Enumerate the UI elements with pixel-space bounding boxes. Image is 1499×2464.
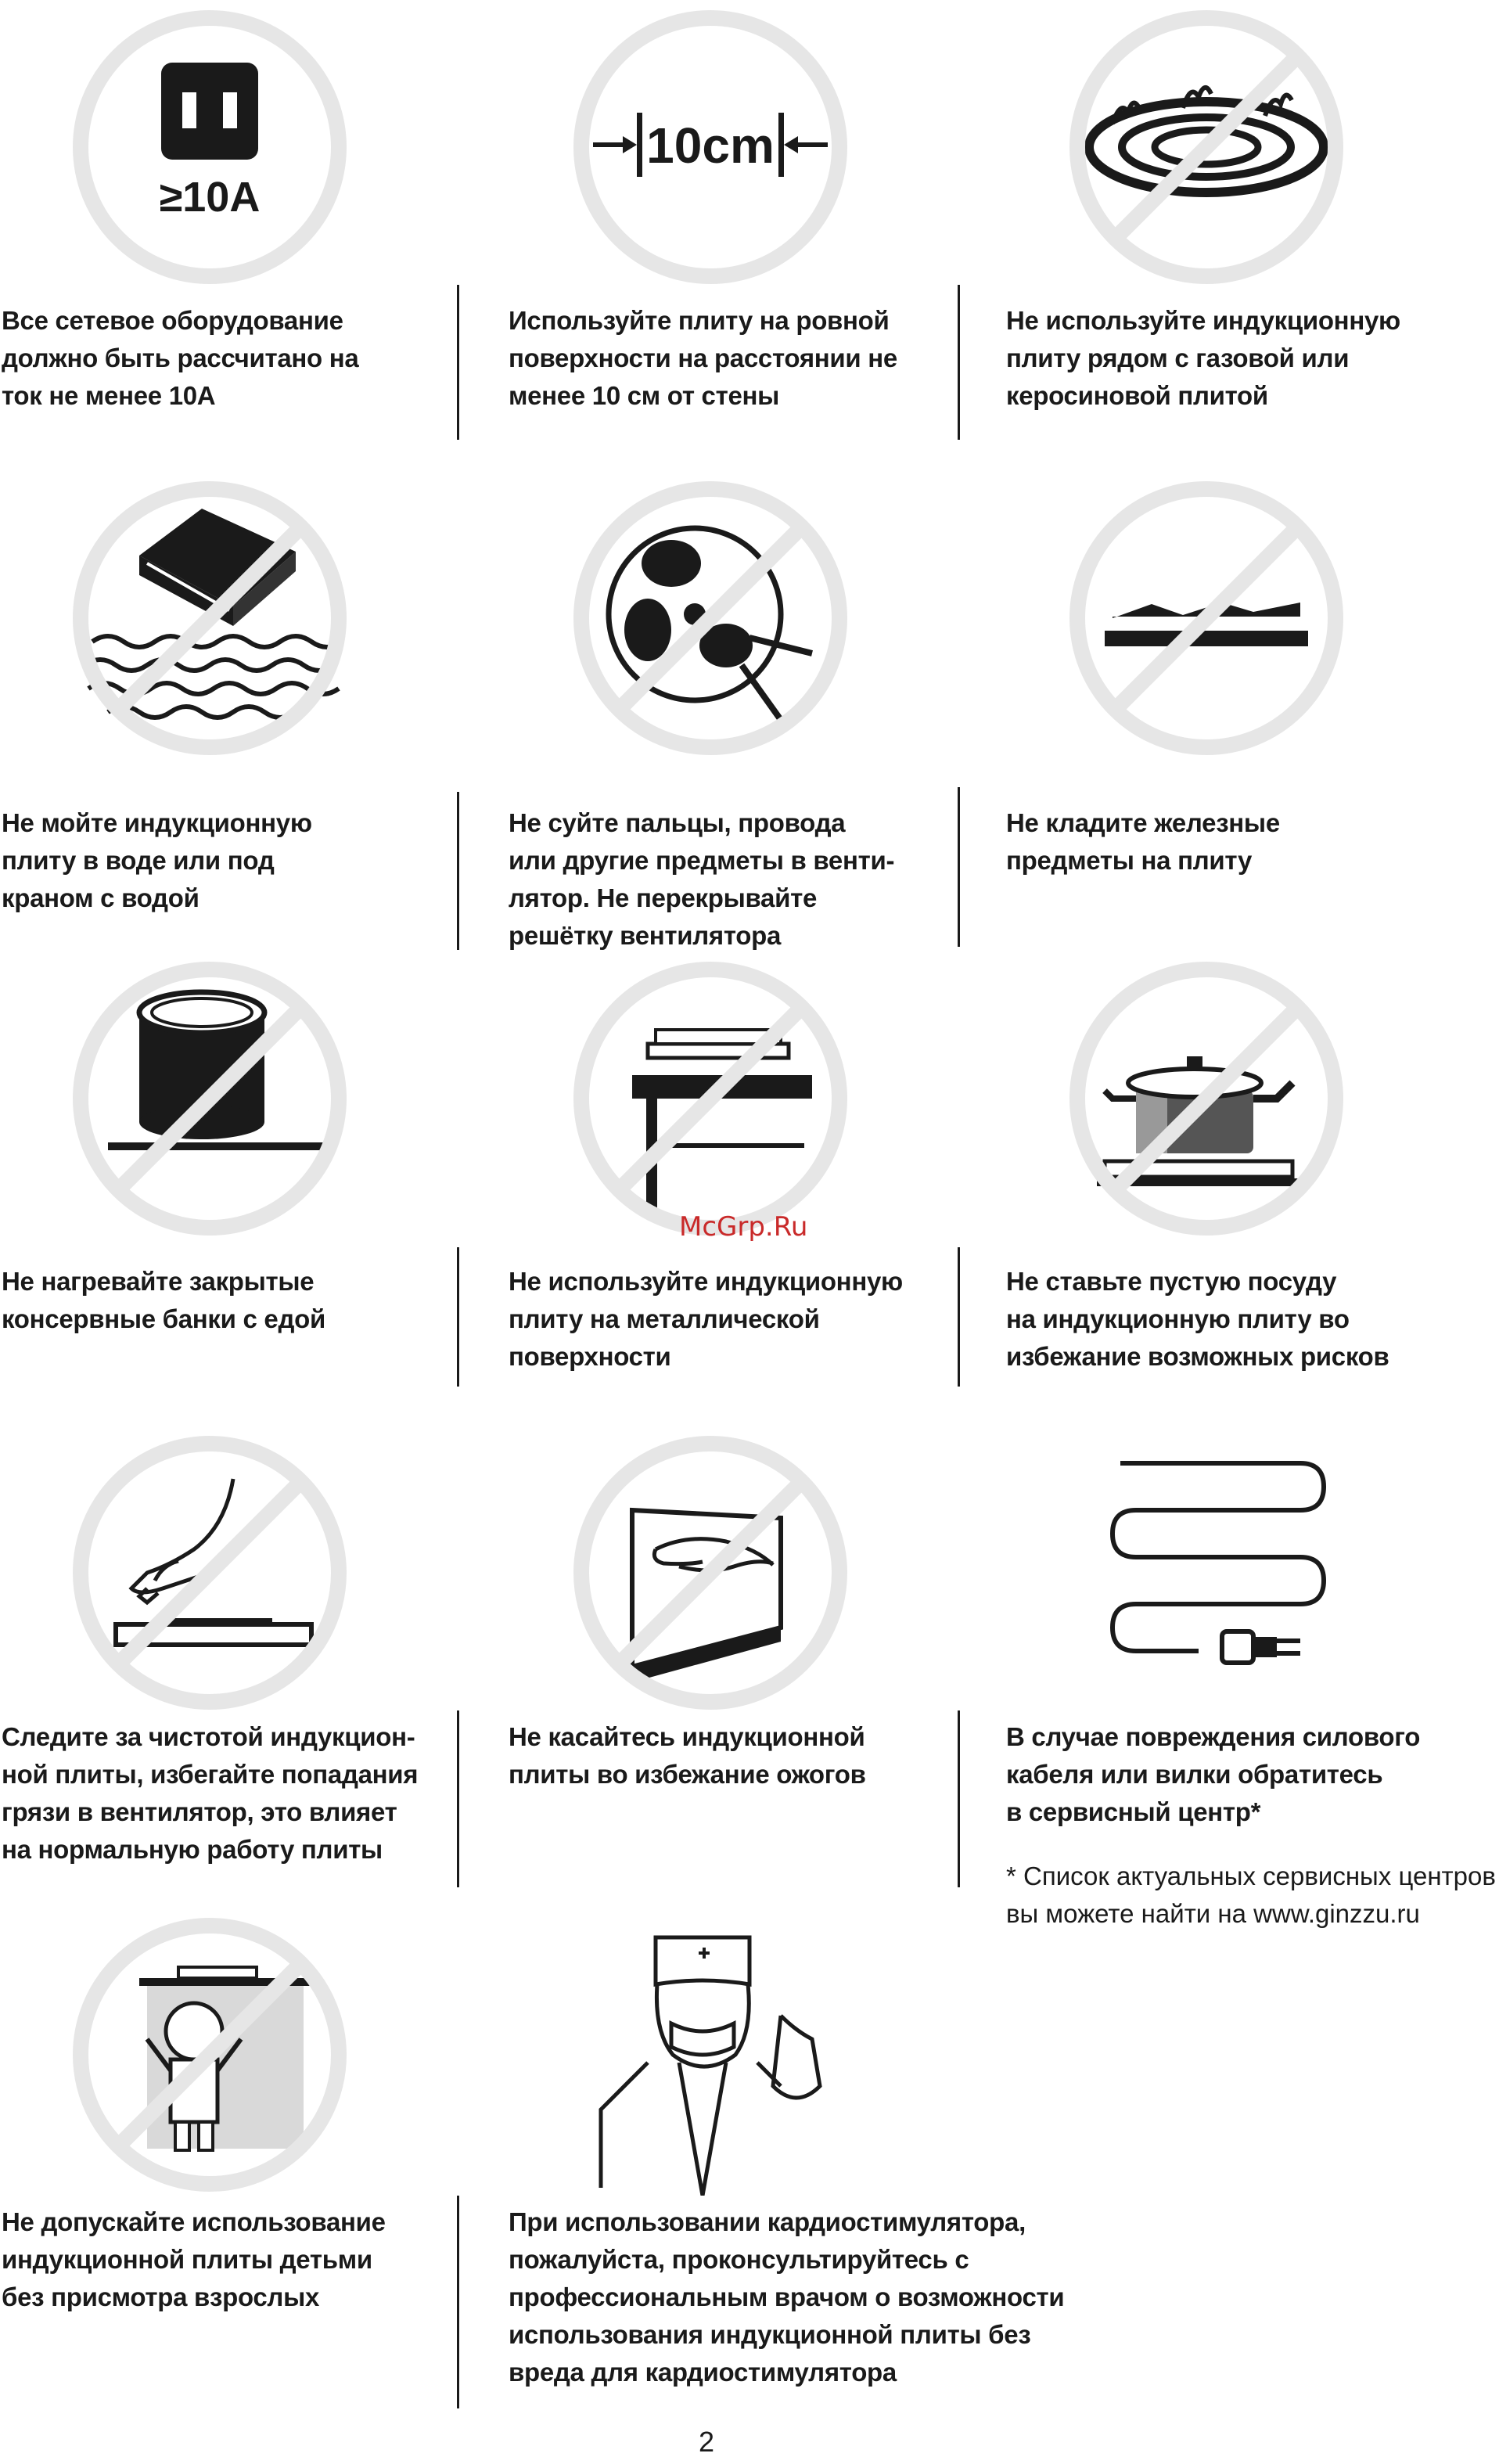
cleaning-hand-icon <box>69 1432 350 1714</box>
column-divider <box>958 1710 960 1887</box>
column-divider <box>457 285 459 440</box>
item-caption: Не используйте индукционную плиту рядом с газовой или керосиновой плитой <box>1006 306 1400 410</box>
item-caption: Не используйте индукционную плиту на металлической поверхности <box>509 1267 903 1371</box>
item-caption: Не кладите железные предметы на плиту <box>1006 808 1280 875</box>
fan-grille-icon <box>570 477 851 759</box>
column-divider <box>958 787 960 947</box>
item-caption: Следите за чистотой индукцион- ной плиты, избегайте попадания грязи в вентилятор, это влияет на нормальную работу плиты <box>2 1722 419 1864</box>
item-caption: Не ставьте пустую посуду на индукционную плиту во избежание возможных рисков <box>1006 1267 1389 1371</box>
amp-rating-label: ≥10A <box>159 174 261 221</box>
item-caption: Не мойте индукционную плиту в воде или под краном с водой <box>2 808 312 912</box>
metal-objects-icon <box>1066 477 1347 759</box>
item-caption: Используйте плиту на ровной поверхности на расстоянии не менее 10 см от стены <box>509 306 897 410</box>
plug-socket-icon <box>69 6 350 288</box>
wall-distance-icon <box>570 6 851 288</box>
item-caption: Не нагревайте закрытые консервные банки с едой <box>2 1267 325 1333</box>
column-divider <box>457 2196 459 2408</box>
column-divider <box>958 1247 960 1387</box>
doctor-icon <box>570 1914 851 2196</box>
item-caption: Все сетевое оборудование должно быть рассчитано на ток не менее 10А <box>2 306 359 410</box>
item-caption: Не суйте пальцы, провода или другие предметы в венти- лятор. Не перекрывайте решётку вентилятора <box>509 808 895 950</box>
child-icon <box>69 1914 350 2196</box>
distance-label: 10cm <box>646 117 775 174</box>
service-footnote: * Список актуальных сервисных центров вы можете найти на www.ginzzu.ru <box>1006 1861 1496 1928</box>
column-divider <box>457 792 459 950</box>
column-divider <box>958 285 960 440</box>
item-caption: Не допускайте использование индукционной плиты детьми без присмотра взрослых <box>2 2207 386 2311</box>
column-divider <box>457 1710 459 1887</box>
metal-surface-icon <box>570 958 851 1239</box>
hot-surface-hand-icon <box>570 1432 851 1714</box>
sealed-can-icon <box>69 958 350 1239</box>
item-caption: В случае повреждения силового кабеля или вилки обратитесь в сервисный центр* <box>1006 1722 1421 1826</box>
power-cord-icon <box>1066 1432 1347 1714</box>
item-caption: Не касайтесь индукционной плиты во избежание ожогов <box>509 1722 866 1789</box>
gas-burner-icon <box>1066 6 1347 288</box>
empty-pot-icon <box>1066 958 1347 1239</box>
page-number: 2 <box>699 2426 715 2458</box>
item-caption: При использовании кардиостимулятора, пожалуйста, проконсультируйтесь с профессиональным врачом о возможности использования индукционной плиты без вреда для кардиостимулятора <box>509 2207 1065 2387</box>
washing-cooker-icon <box>69 477 350 759</box>
column-divider <box>457 1247 459 1387</box>
watermark: McGrp.Ru <box>679 1211 808 1243</box>
